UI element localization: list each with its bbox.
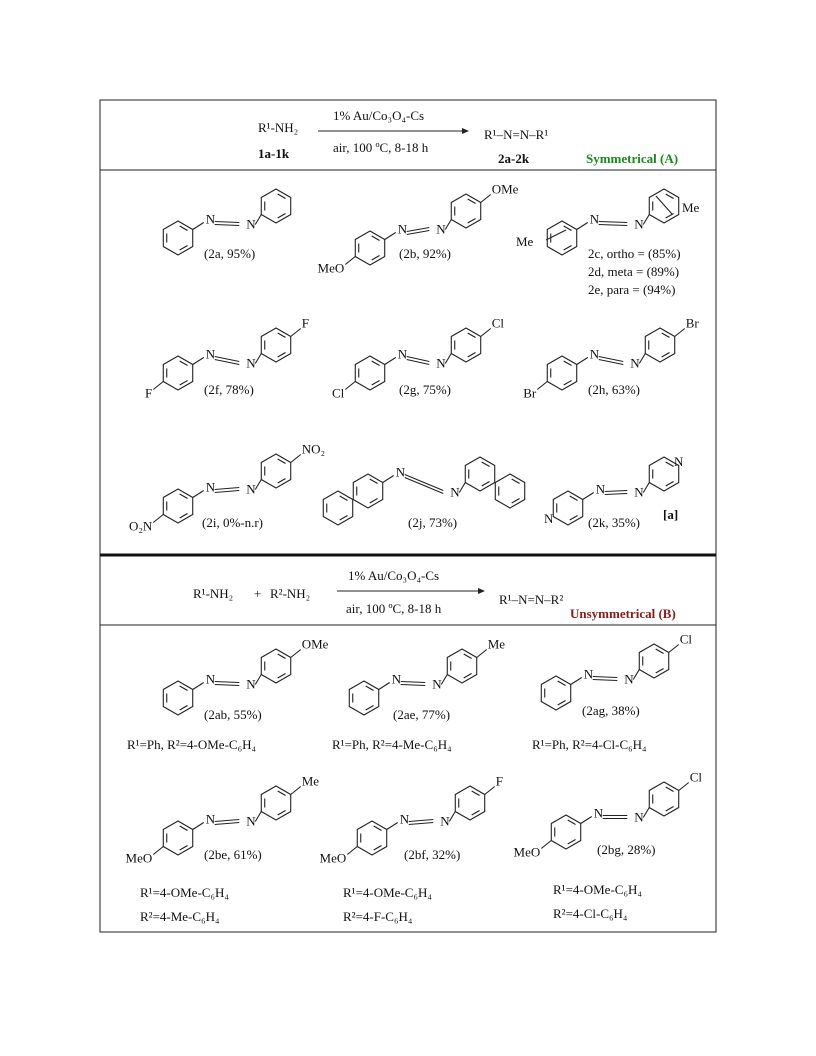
conditions-b: air, 100 ºC, 8-18 h bbox=[346, 601, 442, 616]
substituent-right: Cl bbox=[679, 631, 693, 647]
azo-bond bbox=[643, 215, 649, 225]
azo-bond bbox=[577, 358, 588, 365]
note-2k: [a] bbox=[663, 507, 679, 522]
azo-bond bbox=[255, 675, 261, 685]
ring-double-bond bbox=[180, 494, 188, 499]
azo-bond bbox=[385, 358, 396, 365]
azo-bond bbox=[255, 354, 261, 364]
ring-double-bond bbox=[558, 700, 566, 705]
substituent-bond bbox=[153, 382, 163, 390]
nitrogen-atom-2: N bbox=[436, 221, 446, 237]
compound-2bf-right-ring bbox=[455, 786, 484, 820]
azo-bond bbox=[193, 823, 204, 830]
naph-left-ring-b bbox=[353, 474, 382, 508]
ring-double-bond bbox=[370, 498, 378, 503]
label-2g: (2g, 75%) bbox=[399, 382, 451, 397]
compound-2ag-right-ring bbox=[639, 644, 668, 678]
ring-double-bond bbox=[278, 810, 286, 815]
nitrogen-atom-2: N bbox=[450, 484, 460, 500]
ring-double-bond bbox=[278, 654, 286, 659]
azo-double-bond bbox=[593, 680, 618, 681]
rgroups-2ae: R¹=Ph, R²=4-Me-C₆H₄ bbox=[332, 737, 452, 752]
compound-2i-left-ring bbox=[163, 489, 192, 523]
reactant-a: R¹-NH₂ bbox=[258, 120, 299, 135]
ring-double-bond bbox=[468, 352, 476, 357]
tag-unsymmetrical: Unsymmetrical (B) bbox=[570, 606, 676, 621]
azo-bond bbox=[387, 823, 398, 830]
tag-symmetrical: Symmetrical (A) bbox=[586, 151, 679, 166]
compound-2h-left-ring bbox=[547, 356, 576, 390]
ring-double-bond bbox=[564, 361, 572, 366]
compound-2h-right-ring bbox=[645, 328, 674, 362]
naph-left-ring-a bbox=[323, 491, 352, 525]
substituent-right: Cl bbox=[689, 769, 703, 785]
azo-bond bbox=[643, 808, 649, 818]
compound-2bf-left-ring bbox=[357, 821, 386, 855]
ring-double-bond bbox=[372, 380, 380, 385]
azo-bond bbox=[459, 483, 465, 493]
ring-double-bond bbox=[570, 496, 578, 501]
ring-double-bond bbox=[666, 462, 674, 467]
azo-double-bond bbox=[409, 823, 434, 825]
label-2c: 2c, ortho = (85%) bbox=[588, 246, 681, 261]
azo-bond bbox=[639, 354, 645, 364]
ring-double-bond bbox=[568, 839, 576, 844]
nitrogen-atom-2: N bbox=[432, 676, 442, 692]
label-2h: (2h, 63%) bbox=[588, 382, 640, 397]
ring-double-bond bbox=[464, 673, 472, 678]
compound-2i-right-ring bbox=[261, 454, 290, 488]
compound-2g-right-ring bbox=[451, 328, 480, 362]
ring-double-bond bbox=[278, 673, 286, 678]
nitrogen-atom-1: N bbox=[583, 666, 594, 682]
label-2b: (2b, 92%) bbox=[399, 246, 451, 261]
ring-double-bond bbox=[570, 515, 578, 520]
ring-double-bond bbox=[372, 361, 380, 366]
ring-double-bond bbox=[180, 380, 188, 385]
substituent-bond bbox=[345, 382, 355, 390]
label-2e: 2e, para = (94%) bbox=[588, 282, 676, 297]
azo-double-bond bbox=[605, 491, 628, 492]
substituent-bond bbox=[546, 230, 566, 240]
substituent-bond bbox=[291, 650, 301, 658]
azo-double-bond bbox=[215, 491, 240, 493]
ring-double-bond bbox=[372, 255, 380, 260]
nitrogen-atom-2: N bbox=[436, 355, 446, 371]
compound-2a-right-ring bbox=[261, 189, 290, 223]
ring-double-bond bbox=[472, 791, 480, 796]
rgroups-2bf-r2: R²=4-F-C₆H₄ bbox=[343, 909, 413, 924]
azo-bond bbox=[193, 491, 204, 498]
reactant-a-id: 1a-1k bbox=[258, 146, 290, 161]
azo-bond bbox=[445, 220, 451, 230]
nitrogen-atom-2: N bbox=[634, 809, 644, 825]
catalyst-b: 1% Au/Co₃O₄-Cs bbox=[348, 568, 440, 583]
label-2ab: (2ab, 55%) bbox=[204, 707, 262, 722]
rgroups-2bg-r1: R¹=4-OMe-C₆H₄ bbox=[553, 882, 642, 897]
ring-double-bond bbox=[656, 668, 664, 673]
nitrogen-atom-1: N bbox=[391, 671, 402, 687]
substituent-right: Cl bbox=[491, 315, 505, 331]
substituent-bond bbox=[675, 329, 685, 337]
azo-bond bbox=[577, 223, 588, 230]
nitrogen-atom-2: N bbox=[630, 355, 640, 371]
ring-double-bond bbox=[278, 194, 286, 199]
azo-bond bbox=[255, 812, 261, 822]
label-2i: (2i, 0%-n.r) bbox=[202, 515, 264, 530]
compound-2b-left-ring bbox=[355, 231, 384, 265]
compound-2c-right-ring bbox=[649, 189, 678, 223]
ring-double-bond bbox=[374, 826, 382, 831]
substituent-bond bbox=[153, 847, 163, 855]
ring-double-bond bbox=[340, 515, 348, 520]
catalyst-a: 1% Au/Co₃O₄-Cs bbox=[333, 108, 425, 123]
ring-double-bond bbox=[564, 380, 572, 385]
substituent-bond bbox=[153, 515, 163, 523]
ring-double-bond bbox=[662, 333, 670, 338]
compound-2f-right-ring bbox=[261, 328, 290, 362]
nitrogen-atom-2: N bbox=[440, 813, 450, 829]
rgroups-2bg-r2: R²=4-Cl-C₆H₄ bbox=[553, 906, 628, 921]
compound-2b-right-ring bbox=[451, 194, 480, 228]
ring-double-bond bbox=[468, 218, 476, 223]
azo-bond bbox=[255, 480, 261, 490]
azo-double-bond bbox=[401, 685, 426, 686]
azo-bond bbox=[385, 233, 396, 240]
ring-double-bond bbox=[372, 236, 380, 241]
label-2f: (2f, 78%) bbox=[204, 382, 254, 397]
nitrogen-atom-1: N bbox=[593, 805, 604, 821]
substituent-right: F bbox=[301, 315, 309, 331]
compound-2be-right-ring bbox=[261, 786, 290, 820]
rgroups-2ag: R¹=Ph, R²=4-Cl-C₆H₄ bbox=[532, 737, 647, 752]
label-2j: (2j, 73%) bbox=[408, 515, 458, 530]
substituent-left: MeO bbox=[319, 850, 347, 866]
substituent-right: Me bbox=[301, 773, 320, 789]
reactant-b2: R²-NH₂ bbox=[270, 586, 311, 601]
compound-2be-left-ring bbox=[163, 821, 192, 855]
ring-double-bond bbox=[666, 787, 674, 792]
ring-double-bond bbox=[512, 498, 520, 503]
nitrogen-atom-1: N bbox=[397, 221, 408, 237]
substituent-me-left: Me bbox=[516, 234, 534, 249]
pyridine-left-ring bbox=[553, 491, 582, 525]
substituent-bond bbox=[291, 787, 301, 795]
ring-double-bond bbox=[278, 333, 286, 338]
azo-bond bbox=[255, 215, 261, 225]
nitrogen-atom-1: N bbox=[205, 211, 216, 227]
ring-double-bond bbox=[180, 845, 188, 850]
azo-double-bond bbox=[405, 475, 444, 491]
arrowhead-b bbox=[478, 588, 485, 594]
product-a: R¹–N=N–R¹ bbox=[484, 127, 549, 142]
ring-double-bond bbox=[666, 481, 674, 486]
ring-double-bond bbox=[180, 686, 188, 691]
azo-bond bbox=[193, 223, 204, 230]
naph-right-ring-a bbox=[465, 457, 494, 491]
substituent-right: OMe bbox=[491, 181, 519, 197]
pyridine-n-left: N bbox=[544, 511, 554, 526]
product-a-id: 2a-2k bbox=[498, 151, 530, 166]
azo-bond bbox=[193, 683, 204, 690]
ring-double-bond bbox=[564, 226, 572, 231]
azo-bond bbox=[193, 358, 204, 365]
ring-double-bond bbox=[374, 845, 382, 850]
ring-double-bond bbox=[482, 462, 490, 467]
nitrogen-atom-2: N bbox=[246, 355, 256, 371]
rgroups-2ab: R¹=Ph, R²=4-OMe-C₆H₄ bbox=[127, 737, 257, 752]
azo-bond bbox=[441, 675, 447, 685]
nitrogen-atom-2: N bbox=[246, 216, 256, 232]
substituent-right: NO₂ bbox=[301, 441, 326, 457]
substituent-bond bbox=[291, 329, 301, 337]
substituent-bond bbox=[481, 329, 491, 337]
substituent-right: Me bbox=[487, 636, 506, 652]
substituent-bond bbox=[537, 382, 547, 390]
substituent-bond bbox=[669, 645, 679, 653]
nitrogen-atom-1: N bbox=[595, 481, 606, 497]
ring-double-bond bbox=[666, 194, 674, 199]
substituent-right: Br bbox=[685, 315, 699, 331]
substituent-left: O₂N bbox=[128, 518, 153, 534]
substituent-right: OMe bbox=[301, 636, 329, 652]
nitrogen-atom-1: N bbox=[205, 479, 216, 495]
azo-bond bbox=[583, 493, 594, 500]
nitrogen-atom-1: N bbox=[397, 346, 408, 362]
azo-double-bond bbox=[605, 494, 628, 495]
arrowhead-a bbox=[462, 128, 469, 134]
compound-2ae-left-ring bbox=[349, 681, 378, 715]
compound-2bg-right-ring bbox=[649, 782, 678, 816]
plus-sign: + bbox=[254, 586, 262, 601]
substituent-left: MeO bbox=[125, 850, 153, 866]
label-2k: (2k, 35%) bbox=[588, 515, 640, 530]
compound-2g-left-ring bbox=[355, 356, 384, 390]
substituent-left: MeO bbox=[317, 260, 345, 276]
nitrogen-atom-2: N bbox=[246, 676, 256, 692]
ring-double-bond bbox=[180, 705, 188, 710]
compound-2bg-left-ring bbox=[551, 815, 580, 849]
substituent-bond bbox=[291, 455, 301, 463]
ring-double-bond bbox=[340, 496, 348, 501]
azo-double-bond bbox=[215, 225, 240, 226]
ring-double-bond bbox=[180, 826, 188, 831]
azo-double-bond bbox=[409, 820, 434, 822]
ring-double-bond bbox=[662, 352, 670, 357]
ring-double-bond bbox=[278, 213, 286, 218]
azo-double-bond bbox=[215, 823, 240, 825]
azo-double-bond bbox=[215, 820, 240, 822]
azo-bond bbox=[643, 483, 649, 493]
substituent-bond bbox=[481, 195, 491, 203]
label-2ae: (2ae, 77%) bbox=[393, 707, 451, 722]
rgroups-2bf-r1: R¹=4-OMe-C₆H₄ bbox=[343, 885, 432, 900]
azo-double-bond bbox=[215, 488, 240, 490]
naph-right-ring-b bbox=[495, 474, 524, 508]
nitrogen-atom-1: N bbox=[395, 464, 406, 480]
nitrogen-atom-1: N bbox=[589, 346, 600, 362]
azo-double-bond bbox=[215, 682, 240, 683]
ring-double-bond bbox=[558, 681, 566, 686]
ring-double-bond bbox=[278, 791, 286, 796]
azo-bond bbox=[449, 812, 455, 822]
substituent-bond bbox=[477, 650, 487, 658]
label-2a: (2a, 95%) bbox=[204, 246, 256, 261]
substituent-left: F bbox=[145, 385, 153, 401]
azo-bond bbox=[383, 476, 394, 483]
ring-double-bond bbox=[666, 213, 674, 218]
ring-double-bond bbox=[482, 481, 490, 486]
substituent-bond bbox=[656, 196, 672, 214]
ring-double-bond bbox=[180, 361, 188, 366]
substituent-bond bbox=[347, 847, 357, 855]
nitrogen-atom-2: N bbox=[246, 813, 256, 829]
nitrogen-atom-1: N bbox=[589, 211, 600, 227]
substituent-left: MeO bbox=[513, 844, 541, 860]
ring-double-bond bbox=[278, 478, 286, 483]
ring-double-bond bbox=[180, 245, 188, 250]
ring-double-bond bbox=[468, 199, 476, 204]
azo-double-bond bbox=[599, 222, 628, 223]
substituent-left: Cl bbox=[331, 385, 345, 401]
conditions-a: air, 100 ºC, 8-18 h bbox=[333, 140, 429, 155]
azo-bond bbox=[571, 678, 582, 685]
nitrogen-atom-2: N bbox=[246, 481, 256, 497]
azo-double-bond bbox=[599, 225, 628, 226]
ring-double-bond bbox=[512, 479, 520, 484]
azo-bond bbox=[379, 683, 390, 690]
substituent-bond bbox=[679, 783, 689, 791]
nitrogen-atom-1: N bbox=[205, 346, 216, 362]
compound-2a-left-ring bbox=[163, 221, 192, 255]
product-b: R¹–N=N–R² bbox=[499, 592, 564, 607]
substituent-bond bbox=[485, 787, 495, 795]
label-2ag: (2ag, 38%) bbox=[582, 703, 640, 718]
ring-double-bond bbox=[278, 459, 286, 464]
nitrogen-atom-1: N bbox=[205, 811, 216, 827]
ring-double-bond bbox=[366, 686, 374, 691]
ring-double-bond bbox=[366, 705, 374, 710]
compound-2c-left-ring bbox=[547, 221, 576, 255]
substituent-bond bbox=[345, 257, 355, 265]
azo-double-bond bbox=[593, 677, 618, 678]
ring-double-bond bbox=[180, 226, 188, 231]
azo-bond bbox=[581, 817, 592, 824]
reactant-b1: R¹-NH₂ bbox=[193, 586, 234, 601]
azo-double-bond bbox=[405, 478, 444, 494]
compound-2ab-right-ring bbox=[261, 649, 290, 683]
label-2be: (2be, 61%) bbox=[204, 847, 262, 862]
azo-double-bond bbox=[215, 222, 240, 223]
azo-double-bond bbox=[401, 682, 426, 683]
label-2bf: (2bf, 32%) bbox=[404, 847, 461, 862]
azo-bond bbox=[445, 354, 451, 364]
ring-double-bond bbox=[472, 810, 480, 815]
nitrogen-atom-2: N bbox=[624, 671, 634, 687]
substituent-left: Br bbox=[523, 385, 537, 401]
ring-double-bond bbox=[568, 820, 576, 825]
azo-double-bond bbox=[215, 685, 240, 686]
ring-double-bond bbox=[278, 352, 286, 357]
nitrogen-atom-2: N bbox=[634, 484, 644, 500]
nitrogen-atom-1: N bbox=[205, 671, 216, 687]
compound-2ae-right-ring bbox=[447, 649, 476, 683]
azo-bond bbox=[633, 670, 639, 680]
compound-2ag-left-ring bbox=[541, 676, 570, 710]
nitrogen-atom-2: N bbox=[634, 216, 644, 232]
label-2d: 2d, meta = (89%) bbox=[588, 264, 680, 279]
ring-double-bond bbox=[468, 333, 476, 338]
nitrogen-atom-1: N bbox=[399, 811, 410, 827]
rgroups-2be-r1: R¹=4-OMe-C₆H₄ bbox=[140, 885, 229, 900]
substituent-bond bbox=[541, 841, 551, 849]
substituent-me-right: Me bbox=[682, 200, 700, 215]
ring-double-bond bbox=[564, 245, 572, 250]
ring-double-bond bbox=[180, 513, 188, 518]
label-2bg: (2bg, 28%) bbox=[597, 842, 656, 857]
substituent-right: F bbox=[495, 773, 503, 789]
compound-2ab-left-ring bbox=[163, 681, 192, 715]
ring-double-bond bbox=[464, 654, 472, 659]
rgroups-2be-r2: R²=4-Me-C₆H₄ bbox=[140, 909, 220, 924]
ring-double-bond bbox=[656, 649, 664, 654]
ring-double-bond bbox=[370, 479, 378, 484]
ring-double-bond bbox=[666, 806, 674, 811]
pyridine-n-right: N bbox=[674, 454, 684, 469]
compound-2f-left-ring bbox=[163, 356, 192, 390]
